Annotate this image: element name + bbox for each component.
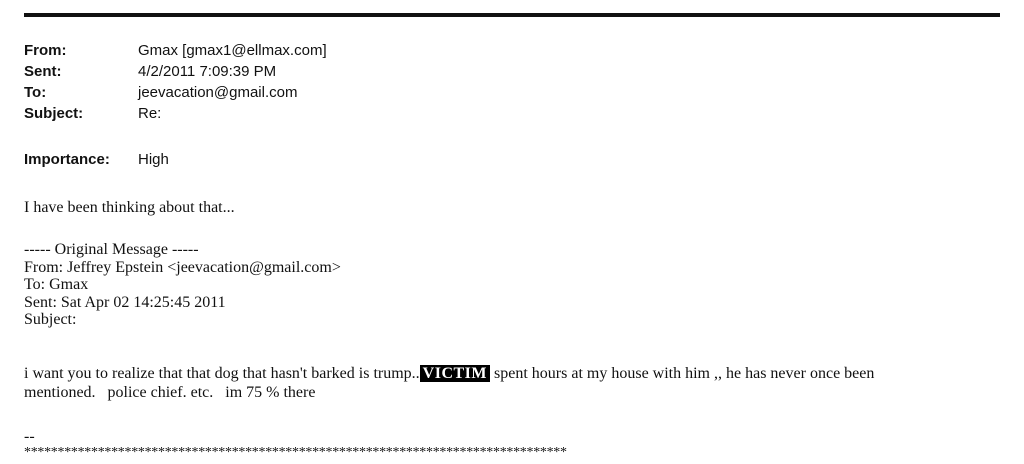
subject-label: Subject: bbox=[24, 105, 84, 122]
signature-stars: ********************************************************************************* bbox=[24, 445, 567, 460]
subject-value: Re: bbox=[138, 105, 162, 122]
from-value: Gmax [gmax1@ellmax.com] bbox=[138, 42, 327, 59]
original-divider: ----- Original Message ----- bbox=[24, 241, 199, 258]
original-message bbox=[24, 241, 341, 329]
importance-label: Importance: bbox=[24, 151, 110, 168]
from-row bbox=[24, 40, 327, 61]
original-from: From: Jeffrey Epstein <jeevacation@gmail.com> bbox=[24, 258, 341, 276]
signature-dash: -- bbox=[24, 428, 35, 445]
reply-text: I have been thinking about that... bbox=[24, 199, 235, 216]
original-subject: Subject: bbox=[24, 311, 77, 328]
body-line-1 bbox=[24, 365, 874, 384]
body-line-1-before: i want you to realize that that dog that hasn't barked is trump.. bbox=[24, 365, 420, 382]
top-rule bbox=[24, 13, 1000, 17]
from-label: From: bbox=[24, 42, 67, 59]
body-line-1-after: spent hours at my house with him ,, he has never once been bbox=[490, 365, 875, 382]
body-line-2: mentioned. police chief. etc. im 75 % there bbox=[24, 384, 316, 401]
sent-row bbox=[24, 61, 327, 82]
email-header bbox=[24, 40, 327, 124]
message-body bbox=[24, 365, 874, 403]
redaction-label: VICTIM bbox=[420, 365, 490, 382]
to-row bbox=[24, 82, 327, 103]
original-sent: Sent: Sat Apr 02 14:25:45 2011 bbox=[24, 293, 226, 311]
sent-value: 4/2/2011 7:09:39 PM bbox=[138, 63, 277, 80]
importance-row bbox=[24, 149, 169, 170]
to-label: To: bbox=[24, 84, 47, 101]
to-value: jeevacation@gmail.com bbox=[138, 84, 298, 101]
sent-label: Sent: bbox=[24, 63, 62, 80]
original-to: To: Gmax bbox=[24, 276, 89, 293]
subject-row bbox=[24, 103, 327, 124]
importance-value: High bbox=[138, 151, 169, 168]
